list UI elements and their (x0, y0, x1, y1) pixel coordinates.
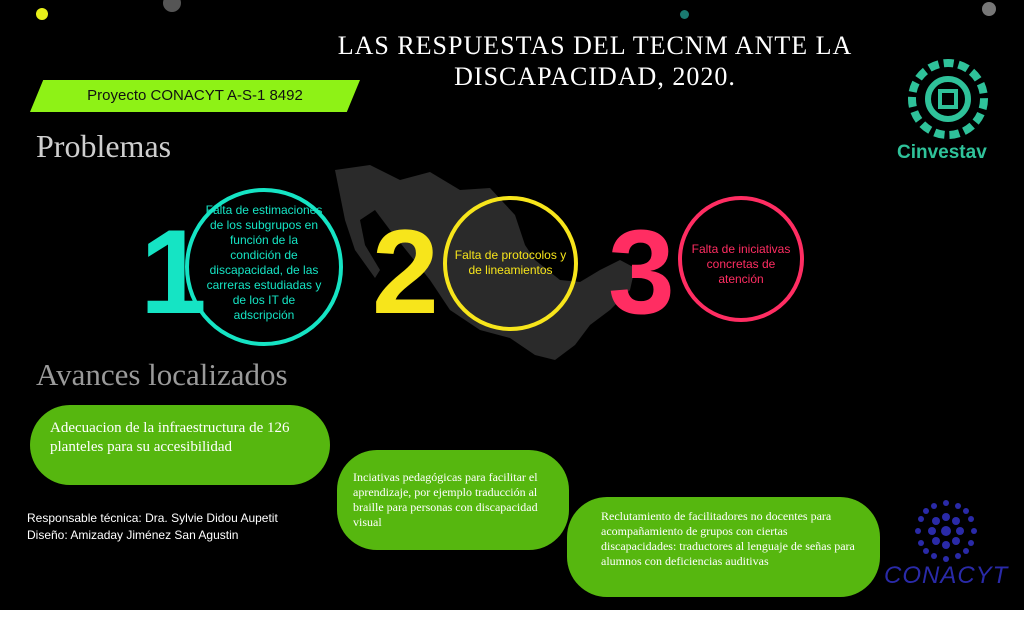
decorative-dot (36, 8, 48, 20)
decorative-dot (680, 10, 689, 19)
problem-number-3: 3 (608, 205, 675, 339)
advance-text-1: Adecuacion de la infraestructura de 126 planteles para su accesibilidad (50, 420, 290, 455)
problem-text-2: Falta de protocolos y de lineamientos (454, 248, 567, 277)
advance-item-2 (337, 450, 569, 550)
cinvestav-logo (903, 55, 993, 143)
conacyt-logo (910, 495, 982, 567)
conacyt-label: CONACYT (884, 562, 1009, 589)
problem-text-1: Falta de estimaciones de los subgrupos en función de la condición de discapacidad, de las carreras estudiadas y de los IT de adscripción (205, 203, 323, 322)
credits-responsible: Responsable técnica: Dra. Sylvie Didou Aupetit (27, 511, 278, 525)
advance-item-3 (567, 497, 880, 597)
problem-text-3: Falta de iniciativas concretas de atención (691, 242, 791, 286)
problems-heading: Problemas (36, 128, 172, 164)
project-label: Proyecto CONACYT A-S-1 8492 (87, 87, 303, 104)
problem-number-1: 1 (140, 205, 207, 339)
page-title: LAS RESPUESTAS DEL TECNM ANTE LA DISCAPACIDAD, 2020. (337, 31, 853, 91)
advances-heading: Avances localizados (36, 357, 288, 392)
decorative-dot (982, 2, 996, 16)
decorative-dot (163, 0, 181, 12)
problem-number-2: 2 (372, 205, 439, 339)
credits-design: Diseño: Amizaday Jiménez San Agustin (27, 528, 239, 542)
advance-item-1 (30, 405, 330, 485)
bottom-strip (0, 610, 1024, 619)
cinvestav-label: Cinvestav (897, 142, 987, 163)
advance-text-2: Inciativas pedagógicas para facilitar el aprendizaje, por ejemplo traducción al braille para personas con discapacidad visual (353, 470, 538, 529)
advance-text-3: Reclutamiento de facilitadores no docentes para acompañamiento de grupos con ciertas discapacidades: traductores al lenguaje de señas para alumnos con deficiencias auditivas (601, 509, 855, 568)
